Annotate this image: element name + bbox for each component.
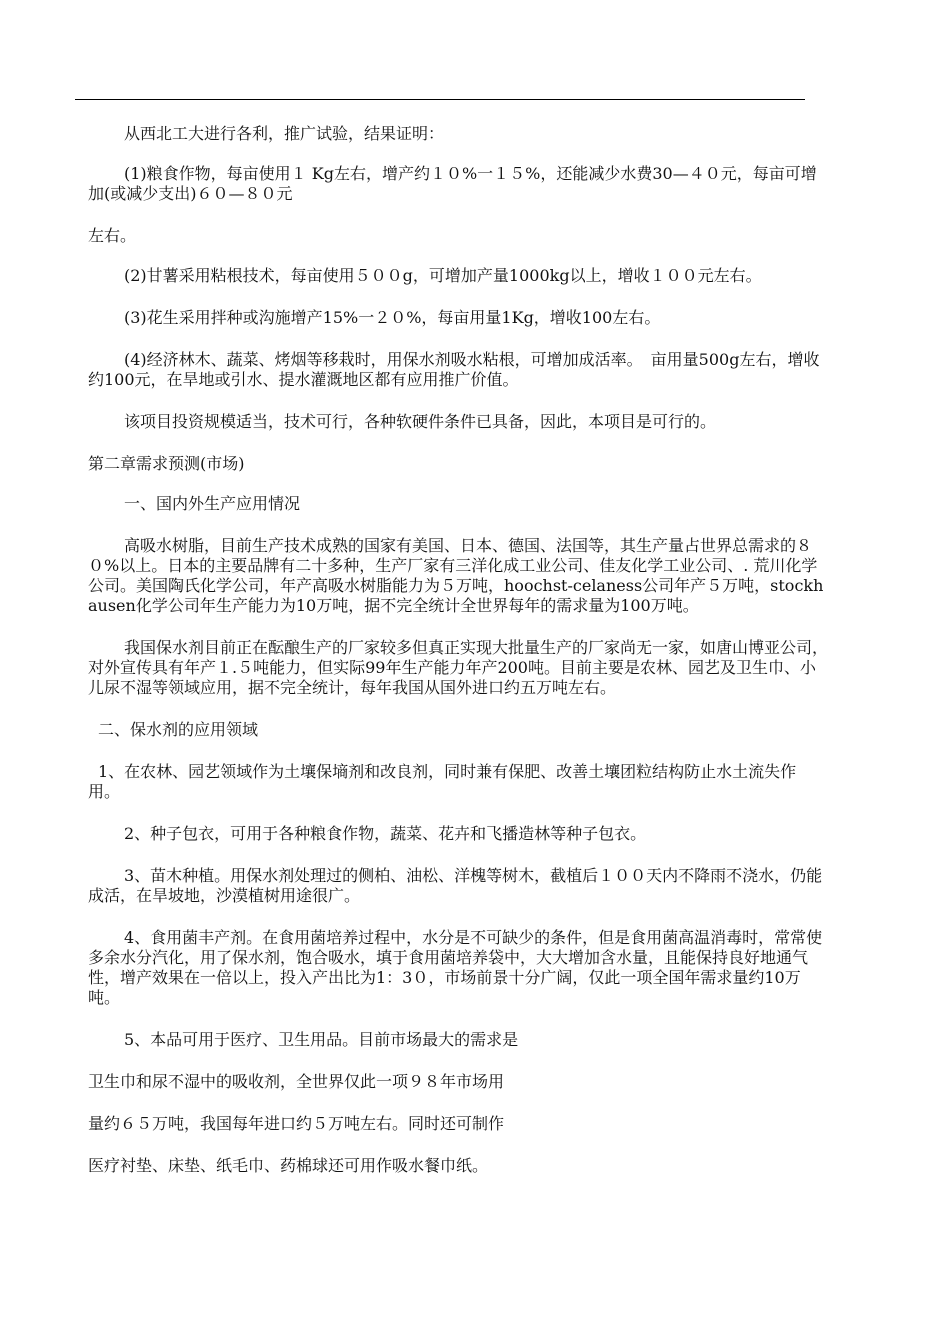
paragraph: 1、在农林、园艺领域作为土壤保墒剂和改良剂，同时兼有保肥、改善土壤团粒结构防止水土流失作用。 — [88, 762, 797, 801]
paragraph: 该项目投资规模适当，技术可行，各种软硬件条件已具备，因此，本项目是可行的。 — [124, 412, 717, 431]
section-heading: 二、保水剂的应用领域 — [98, 720, 259, 739]
paragraph: 高吸水树脂，目前生产技术成熟的国家有美国、日本、德国、法国等，其生产量占世界总需求的８０%以上。日本的主要品牌有二十多种，生产厂家有三洋化成工业公司、佳友化学工业公司、. 荒川化学公司。美国陶氏化学公司，年产高吸水树脂能力为５万吨，hoochst-celaness公司年产５万吨，stockhausen化学公司年生产能力为10万吨，据不完全统计全世界每年的需求量为100万吨。 — [88, 536, 824, 615]
section-heading: 一、国内外生产应用情况 — [124, 494, 301, 513]
paragraph: 从西北工大进行各利，推广试验，结果证明： — [124, 124, 445, 143]
header-rule — [75, 99, 805, 100]
paragraph: (2)甘薯采用粘根技术，每亩使用５００g，可增加产量1000kg以上，增收１００元左右。 — [124, 266, 762, 285]
paragraph: 5、本品可用于医疗、卫生用品。目前市场最大的需求是 — [124, 1030, 519, 1049]
chapter-heading: 第二章需求预测(市场) — [88, 454, 245, 473]
paragraph: (1)粮食作物，每亩使用１ Kg左右，增产约１０%一１５%，还能减少水费30—４０元，每亩可增加(或减少支出)６０—８０元 — [88, 164, 817, 203]
paragraph: 左右。 — [88, 226, 137, 245]
paragraph: 量约６５万吨，我国每年进口约５万吨左右。同时还可制作 — [88, 1114, 505, 1133]
paragraph: 2、种子包衣，可用于各种粮食作物，蔬菜、花卉和飞播造林等种子包衣。 — [124, 824, 647, 843]
paragraph: 我国保水剂目前正在酝酿生产的厂家较多但真正实现大批量生产的厂家尚无一家，如唐山博亚公司，对外宣传具有年产１.５吨能力，但实际99年生产能力年产200吨。目前主要是农林、园艺及卫生巾、小儿尿不湿等领域应用，据不完全统计，每年我国从国外进口约五万吨左右。 — [88, 638, 829, 697]
paragraph: 卫生巾和尿不湿中的吸收剂，全世界仅此一项９８年市场用 — [88, 1072, 505, 1091]
paragraph: 4、食用菌丰产剂。在食用菌培养过程中，水分是不可缺少的条件，但是食用菌高温消毒时，常常使多余水分汽化，用了保水剂，饱合吸水，填于食用菌培养袋中，大大增加含水量，且能保持良好地通气性，增产效果在一倍以上，投入产出比为1：3０，市场前景十分广阔，仅此一项全国年需求量约10万吨。 — [88, 928, 823, 1007]
paragraph: (3)花生采用拌种或沟施增产15%一２０%，每亩用量1Kg，增收100左右。 — [124, 308, 661, 327]
paragraph: 医疗衬垫、床垫、纸毛巾、药棉球还可用作吸水餐巾纸。 — [88, 1156, 489, 1175]
document-body — [88, 124, 828, 1176]
paragraph: (4)经济林木、蔬菜、烤烟等移栽时，用保水剂吸水粘根，可增加成活率。 亩用量500g左右，增收约100元，在旱地或引水、提水灌溉地区都有应用推广价值。 — [88, 350, 820, 389]
paragraph: 3、苗木种植。用保水剂处理过的侧柏、油松、洋槐等树木，截植后１００天内不降雨不浇水，仍能成活，在旱坡地，沙漠植树用途很广。 — [88, 866, 823, 905]
